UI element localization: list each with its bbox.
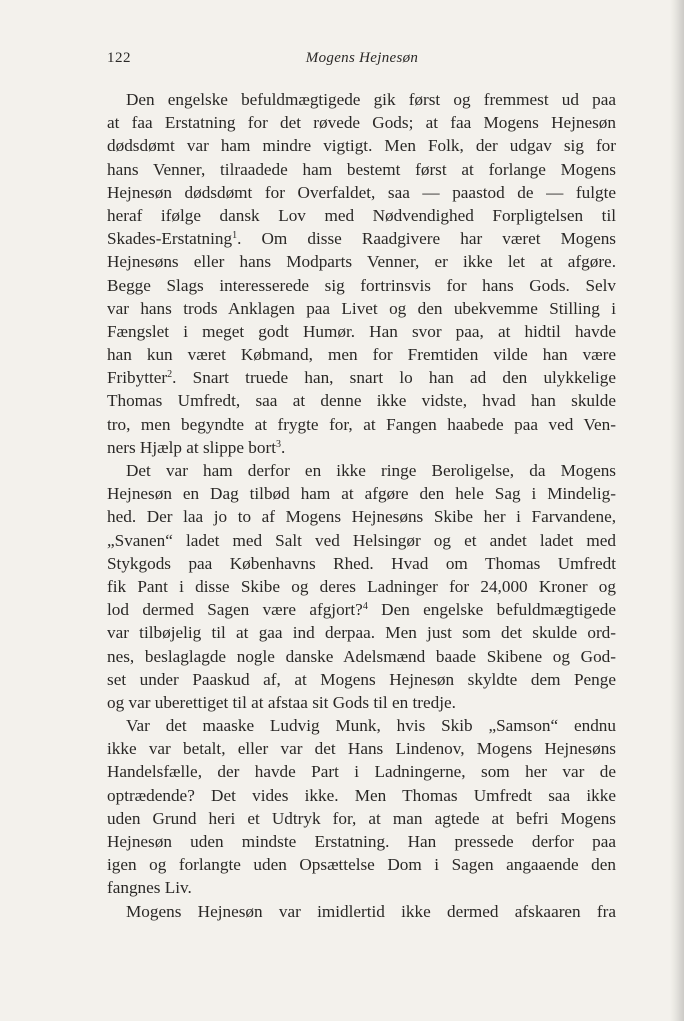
line-text: Handelsfælle, der havde Part i Ladningerne, som her var de xyxy=(107,762,616,782)
text-line xyxy=(107,529,616,552)
line-text: var tilbøjelig til at gaa ind derpaa. Men just som det skulde ord- xyxy=(107,623,616,643)
text-line xyxy=(107,88,616,111)
line-text: han kun været Købmand, men for Fremtiden vilde han være xyxy=(107,345,616,365)
line-text-continued: . xyxy=(281,437,286,457)
line-text: dødsdømt var ham mindre vigtigt. Men Folk, der udgav sig for xyxy=(107,136,616,156)
text-line xyxy=(107,297,616,320)
text-line xyxy=(107,181,616,204)
footnote-marker: 2 xyxy=(167,369,173,381)
line-text-continued: . Om disse Raadgivere har været Mogens xyxy=(237,229,616,249)
line-text: Fængslet i meget godt Humør. Han svor paa, at hidtil havde xyxy=(107,321,616,341)
footnote-marker: 4 xyxy=(362,601,368,613)
text-line xyxy=(107,274,616,297)
text-line xyxy=(107,111,616,134)
text-line xyxy=(107,204,616,227)
text-line xyxy=(107,320,616,343)
text-line xyxy=(107,807,616,830)
line-text: Hejnesøns eller hans Modparts Venner, er ikke let at afgøre. xyxy=(107,252,616,272)
line-text: Fribytter xyxy=(107,368,168,388)
text-line xyxy=(107,691,616,714)
line-text: lod dermed Sagen være afgjort? xyxy=(107,600,363,620)
body-text xyxy=(107,88,616,923)
page-header xyxy=(107,50,617,72)
text-line xyxy=(107,250,616,273)
text-line xyxy=(107,366,616,389)
running-title: Mogens Hejnesøn xyxy=(305,50,419,66)
line-text: Hejnesøn uden mindste Erstatning. Han pressede derfor paa xyxy=(107,832,616,851)
line-text: tro, men begyndte at frygte for, at Fangen haabede paa ved Ven- xyxy=(107,414,616,434)
line-text: at faa Erstatning for det røvede Gods; at faa Mogens Hejnesøn xyxy=(107,113,616,133)
page-edge-shadow xyxy=(670,0,684,1021)
text-line xyxy=(107,552,616,575)
footnote-marker: 3 xyxy=(276,438,281,450)
line-text: fik Pant i disse Skibe og deres Ladninger for 24,000 Kroner og xyxy=(107,576,616,596)
text-line xyxy=(107,389,616,412)
line-text: Mogens Hejnesøn var imidlertid ikke dermed afskaaren fra xyxy=(126,901,616,921)
text-line xyxy=(107,158,616,181)
text-line xyxy=(107,436,616,459)
page-number: 122 xyxy=(107,50,131,66)
line-text: ikke var betalt, eller var det Hans Lindenov, Mogens Hejnesøns xyxy=(107,739,616,759)
line-text-continued: Den engelske befuldmægtigede xyxy=(367,600,616,620)
line-text: Det var ham derfor en ikke ringe Beroligelse, da Mogens xyxy=(126,461,616,480)
text-line xyxy=(107,459,616,482)
text-line xyxy=(107,876,616,899)
line-text: og var uberettiget til at afstaa sit Gods til en tredje. xyxy=(107,692,456,712)
line-text: var hans trods Anklagen paa Livet og den ubekvemme Stilling i xyxy=(107,298,616,318)
text-line xyxy=(107,668,616,691)
footnote-marker: 1 xyxy=(232,230,238,242)
text-line xyxy=(107,714,616,737)
text-line xyxy=(107,900,616,923)
line-text: Var det maaske Ludvig Munk, hvis Skib „Samson“ endnu xyxy=(126,716,616,736)
line-text: Stykgods paa Københavns Rhed. Hvad om Thomas Umfredt xyxy=(107,553,616,573)
text-line xyxy=(107,737,616,760)
text-line xyxy=(107,853,616,876)
text-line xyxy=(107,482,616,505)
text-line xyxy=(107,621,616,644)
text-line xyxy=(107,227,616,250)
line-text: hed. Der laa jo to af Mogens Hejnesøns Skibe her i Farvandene, xyxy=(107,507,616,527)
line-text: optrædende? Det vides ikke. Men Thomas Umfredt saa ikke xyxy=(107,785,616,805)
line-text: nes, beslaglagde nogle danske Adelsmænd baade Skibene og God- xyxy=(107,646,616,666)
line-text: ners Hjælp at slippe bort xyxy=(107,437,276,457)
line-text: Hejnesøn en Dag tilbød ham at afgøre den hele Sag i Mindelig- xyxy=(107,484,616,504)
text-line xyxy=(107,645,616,668)
line-text: „Svanen“ ladet med Salt ved Helsingør og et andet ladet med xyxy=(107,530,616,550)
line-text: igen og forlangte uden Opsættelse Dom i Sagen angaaende den xyxy=(107,855,616,875)
text-line xyxy=(107,343,616,366)
text-line xyxy=(107,134,616,157)
text-line xyxy=(107,784,616,807)
text-line xyxy=(107,413,616,436)
line-text: Thomas Umfredt, saa at denne ikke vidste, hvad han skulde xyxy=(107,391,616,411)
line-text: Hejnesøn dødsdømt for Overfaldet, saa — paastod de — fulgte xyxy=(107,182,616,202)
line-text-continued: . Snart truede han, snart lo han ad den ulykkelige xyxy=(172,368,616,388)
text-line xyxy=(107,505,616,528)
text-line xyxy=(107,575,616,598)
line-text: hans Venner, tilraadede ham bestemt først at forlange Mogens xyxy=(107,159,616,179)
line-text: Den engelske befuldmægtigede gik først og fremmest ud paa xyxy=(126,90,616,109)
line-text: Skades-Erstatning xyxy=(107,229,233,249)
line-text: uden Grund heri et Udtryk for, at man agtede at befri Mogens xyxy=(107,808,616,828)
line-text: heraf ifølge dansk Lov med Nødvendighed Forpligtelsen til xyxy=(107,205,616,225)
line-text: fangnes Liv. xyxy=(107,878,192,898)
text-line xyxy=(107,760,616,783)
line-text: set under Paaskud af, at Mogens Hejnesøn skyldte dem Penge xyxy=(107,669,616,689)
text-line xyxy=(107,830,616,853)
line-text: Begge Slags interesserede sig fortrinsvis for hans Gods. Selv xyxy=(107,275,616,295)
text-line xyxy=(107,598,616,621)
